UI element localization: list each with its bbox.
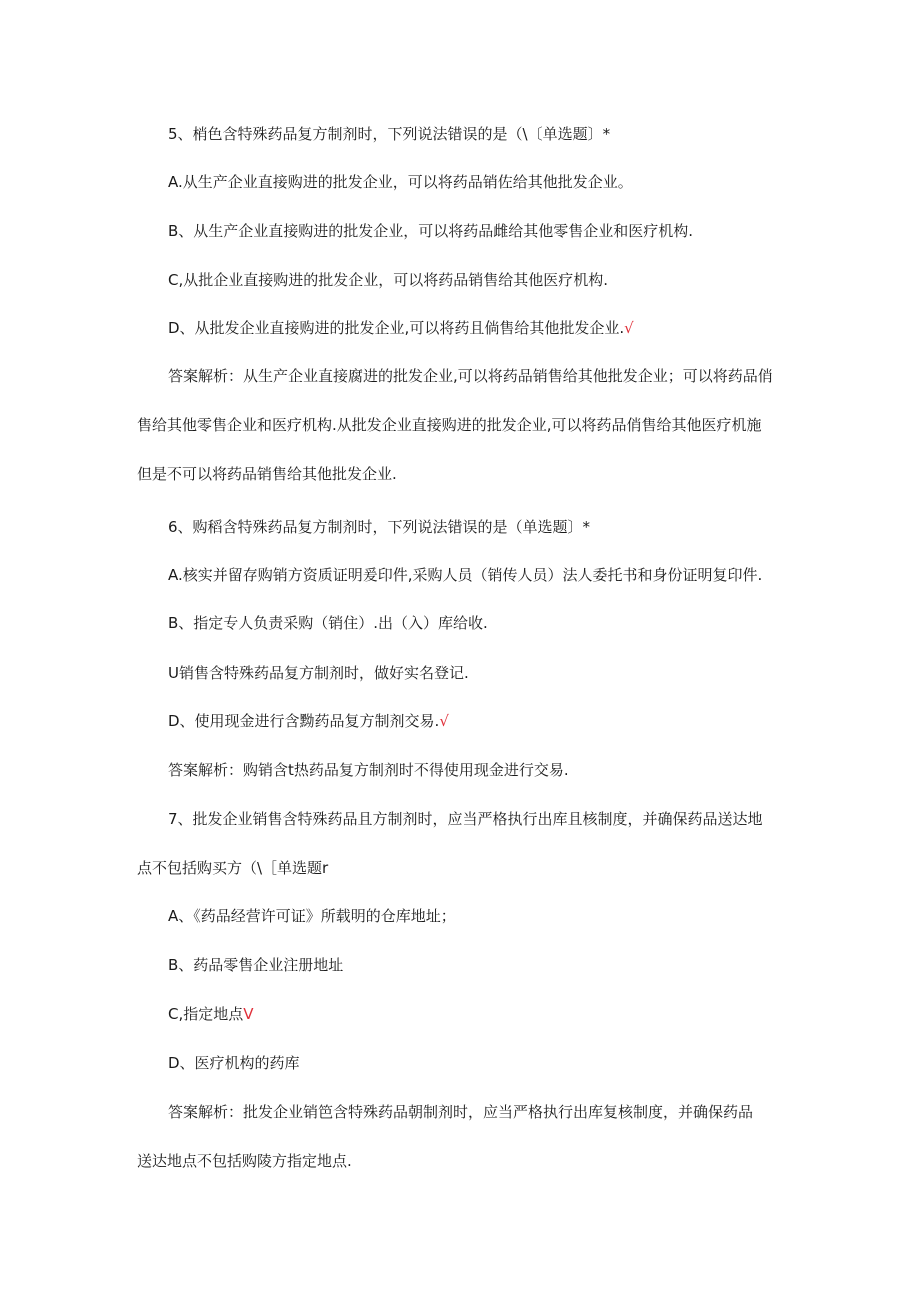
question-6-analysis: 答案解析：购销含t热药品复方制剂时不得使用现金进行交易. [168, 761, 569, 779]
question-7-option-a: A、《药品经营许可证》所载明的仓库地址； [168, 907, 456, 925]
question-5-option-c: C,从批企业直接购进的批发企业，可以将药品销售给其他医疗机构. [168, 271, 609, 289]
question-5-option-b: B、从生产企业直接购进的批发企业，可以将药品雌给其他零售企业和医疗机构. [168, 222, 694, 240]
correct-check-mark: V [243, 1005, 254, 1023]
question-7-analysis-line-1: 答案解析：批发企业销笆含特殊药品朝制剂时，应当严格执行出库复核制度，并确保药品 [168, 1103, 754, 1121]
question-5-analysis-line-2: 售给其他零售企业和医疗机构.从批发企业直接购进的批发企业,可以将药品俏售给其他医疗机施 [137, 416, 762, 434]
question-6-option-b: B、指定专人负责采购（销住）.出（入）库给收. [168, 614, 488, 632]
question-7-option-d: D、医疗机构的药库 [168, 1054, 300, 1072]
question-7-analysis-line-2: 送达地点不包括购陵方指定地点. [137, 1152, 352, 1170]
question-5-title: 5、梢色含特殊药品复方制剂时，下列说法错误的是（\〔单选题〕* [168, 125, 611, 143]
question-5-option-a: A.从生产企业直接购进的批发企业，可以将药品销佐给其他批发企业。 [168, 173, 633, 191]
question-5-analysis-line-1: 答案解析：从生产企业直接腐进的批发企业,可以将药品销售给其他批发企业；可以将药品俏 [168, 367, 773, 385]
question-6-title: 6、购稻含特殊药品复方制剂时，下列说法错误的是（单选题〕* [168, 518, 591, 536]
question-7-title-line-1: 7、批发企业销售含特殊药品且方制剂时，应当严格执行出库且核制度，并确保药品送达地 [168, 810, 763, 828]
question-6-option-c: U销售含特殊药品复方制剂时，做好实名登记. [168, 664, 469, 682]
question-6-option-a: A.核实并留存购销方资质证明爰印件,采购人员（销传人员）法人委托书和身份证明复印件. [168, 566, 763, 584]
correct-check-mark: √ [439, 712, 449, 730]
question-6-option-d: D、使用现金进行含黝药品复方制剂交易.√ [168, 712, 449, 730]
question-7-option-c: C,指定地点V [168, 1005, 254, 1023]
question-5-option-d: D、从批发企业直接购进的批发企业,可以将药且倘售给其他批发企业.√ [168, 319, 634, 337]
correct-check-mark: √ [624, 319, 634, 337]
question-7-option-b: B、药品零售企业注册地址 [168, 956, 344, 974]
question-5-analysis-line-3: 但是不可以将药品销售给其他批发企业. [137, 465, 397, 483]
question-7-title-line-2: 点不包括购买方（\［单选题r [137, 859, 329, 877]
